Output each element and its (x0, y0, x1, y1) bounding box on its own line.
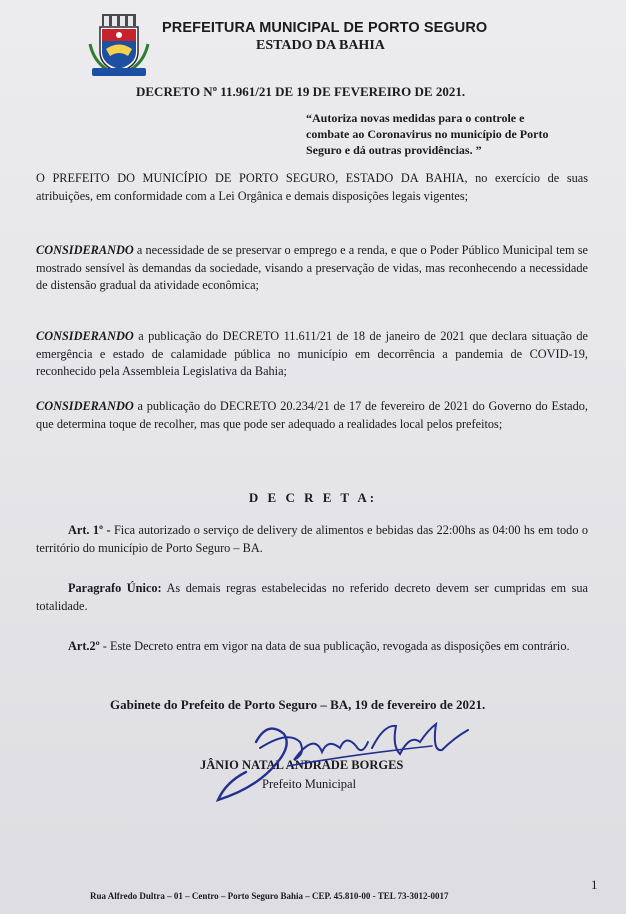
preamble-lead: O PREFEITO DO MUNICÍPIO DE PORTO SEGURO, ESTADO DA BAHIA, (36, 171, 468, 185)
signoff-line: Gabinete do Prefeito de Porto Seguro – BA, 19 de fevereiro de 2021. (110, 697, 486, 712)
considerando-text: a publicação do DECRETO 11.611/21 de 18 de janeiro de 2021 que declara situação de emergência e estado de calamidade pública no município em decorrência a pandemia de COVID-19, reconhecido pela Assembleia Legislativa da Bahia; (36, 329, 588, 378)
considerando-paragraph-2 (36, 328, 588, 381)
header-subtitle: ESTADO DA BAHIA (256, 38, 385, 53)
considerando-paragraph-1 (36, 242, 588, 295)
preamble-paragraph (36, 170, 588, 205)
decreta-heading: D E C R E T A: (248, 490, 378, 505)
article-lead: Art.2º (68, 639, 100, 653)
decree-number: DECRETO Nº 11.961/21 DE 19 DE FEVEREIRO DE 2021. (136, 84, 466, 99)
article-text: As demais regras estabelecidas no referido decreto devem ser cumpridas em sua totalidade. (36, 581, 588, 613)
considerando-lead: CONSIDERANDO (36, 399, 134, 413)
article-2 (36, 638, 588, 656)
article-lead: Art. 1º - (68, 523, 111, 537)
article-text: - Este Decreto entra em vigor na data de sua publicação, revogada as disposições em contrário. (99, 639, 570, 653)
considerando-lead: CONSIDERANDO (36, 243, 134, 257)
decree-ementa: “Autoriza novas medidas para o controle e combate ao Coronavirus no município de Porto Seguro e dá outras providências. ” (306, 111, 549, 157)
article-lead: Paragrafo Único: (68, 581, 162, 595)
footer-address: Rua Alfredo Dultra – 01 – Centro – Porto Seguro Bahia – CEP. 45.810-00 - TEL 73-3012-0017 (90, 891, 449, 901)
article-paragrafo-unico (36, 580, 588, 615)
considerando-text: a publicação do DECRETO 20.234/21 de 17 de fevereiro de 2021 do Governo do Estado, que determina toque de recolher, mas que pode ser adequado a realidades local pelos prefeitos; (36, 399, 588, 431)
handwritten-signature (196, 712, 476, 808)
article-text: Fica autorizado o serviço de delivery de alimentos e bebidas das 22:00hs as 04:00 hs em todo o território do município de Porto Seguro – BA. (36, 523, 589, 555)
preamble-text: no exercício de suas atribuições, em conformidade com a Lei Orgânica e demais disposições legais vigentes; (36, 171, 588, 203)
considerando-text: a necessidade de se preservar o emprego e a renda, e que o Poder Público Municipal tem se mostrado sensível às demandas da sociedade, visando a preservação de vidas, mas reconhecendo a necessidade de distensão gradual da atividade econômica; (36, 243, 588, 292)
considerando-lead: CONSIDERANDO (36, 329, 134, 343)
coat-of-arms-logo (88, 14, 150, 78)
signatory-role: Prefeito Municipal (262, 777, 357, 791)
article-1 (36, 522, 588, 557)
header-title: PREFEITURA MUNICIPAL DE PORTO SEGURO (162, 20, 488, 36)
signatory-name: JÂNIO NATAL ANDRADE BORGES (200, 758, 404, 772)
page-number: 1 (591, 877, 598, 892)
considerando-paragraph-3 (36, 398, 588, 433)
